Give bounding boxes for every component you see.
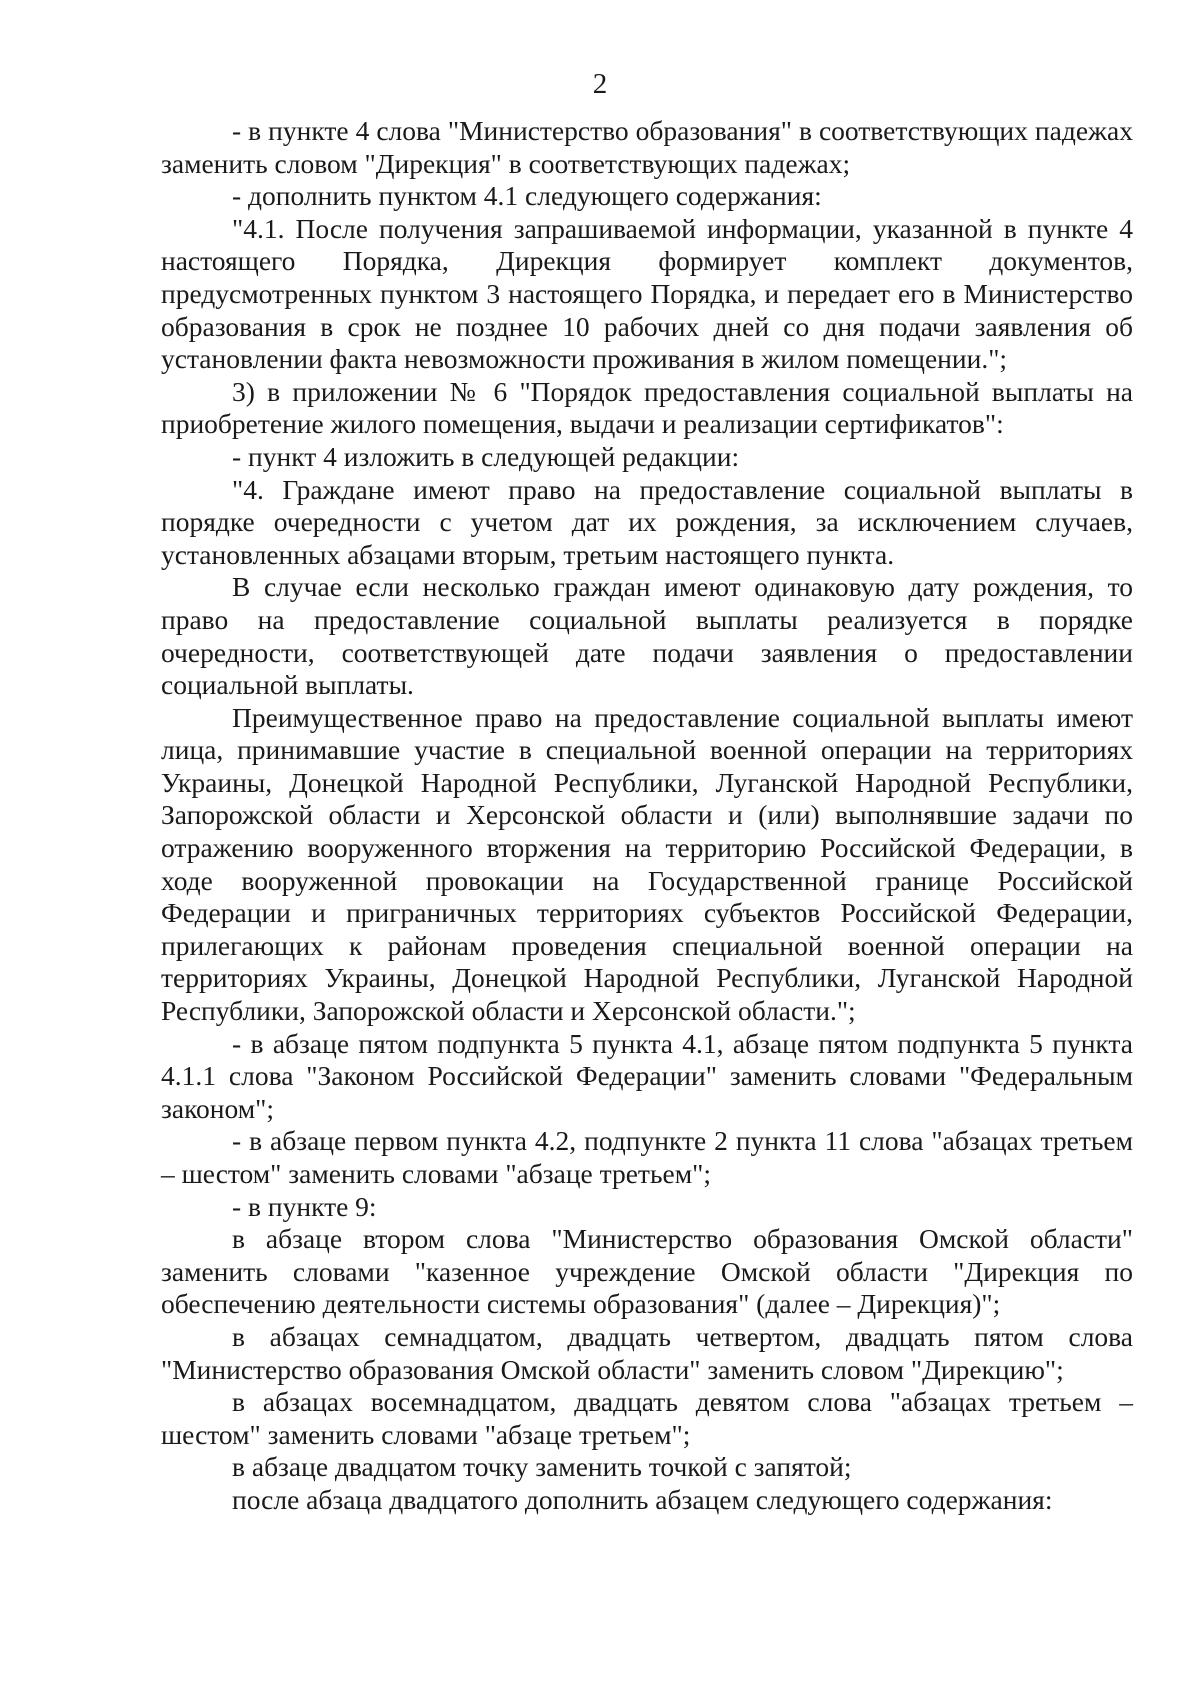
- paragraph: в абзаце втором слова "Министерство образования Омской области" заменить словами "казенное учреждение Омской области "Дирекция по обеспечению деятельности системы образования" (далее – Дирекция)";: [161, 1223, 1133, 1320]
- document-body: [161, 115, 1133, 1517]
- paragraph: - в абзаце первом пункта 4.2, подпункте 2 пункта 11 слова "абзацах третьем – шестом" заменить словами "абзаце третьем";: [161, 1125, 1133, 1189]
- paragraph: - в абзаце пятом подпункта 5 пункта 4.1, абзаце пятом подпункта 5 пункта 4.1.1 слова "Законом Российской Федерации" заменить словами "Федеральным законом";: [161, 1027, 1133, 1124]
- paragraph: после абзаца двадцатого дополнить абзацем следующего содержания:: [232, 1483, 1053, 1515]
- paragraph: "4. Граждане имеют право на предоставление социальной выплаты в порядке очередности с учетом дат их рождения, за исключением случаев, установленных абзацами вторым, третьим настоящего пункта.: [161, 473, 1133, 570]
- paragraph: В случае если несколько граждан имеют одинаковую дату рождения, то право на предоставление социальной выплаты реализуется в порядке очередности, соответствующей дате подачи заявления о предоставлении социальной выплаты.: [161, 571, 1133, 701]
- paragraph: в абзаце двадцатом точку заменить точкой с запятой;: [232, 1451, 852, 1483]
- paragraph: - в пункте 9:: [232, 1190, 377, 1222]
- paragraph: в абзацах восемнадцатом, двадцать девятом слова "абзацах третьем – шестом" заменить словами "абзаце третьем";: [161, 1386, 1133, 1450]
- paragraph: в абзацах семнадцатом, двадцать четвертом, двадцать пятом слова "Министерство образования Омской области" заменить словом "Дирекцию";: [161, 1320, 1133, 1385]
- paragraph: - дополнить пунктом 4.1 следующего содержания:: [232, 180, 822, 212]
- page-number: 2: [592, 68, 608, 100]
- paragraph: Преимущественное право на предоставление социальной выплаты имеют лица, принимавшие участие в специальной военной операции на территориях Украины, Донецкой Народной Республики, Луганской Народной Республики, Запорожской области и Херсонской области и (или) выполнявшие задачи по отражению вооруженного вторжения на территорию Российской Федерации, в ходе вооруженной провокации на Государственной границе Российской Федерации и приграничных территориях субъектов Российской Федерации, прилегающих к районам проведения специальной военной операции на территориях Украины, Донецкой Народной Республики, Луганской Народной Республики, Запорожской области и Херсонской области.";: [161, 701, 1133, 1027]
- paragraph: 3) в приложении № 6 "Порядок предоставления социальной выплаты на приобретение жилого помещения, выдачи и реализации сертификатов":: [161, 375, 1133, 440]
- paragraph: "4.1. После получения запрашиваемой информации, указанной в пункте 4 настоящего Порядка, Дирекция формирует комплект документов, предусмотренных пунктом 3 настоящего Порядка, и передает его в Министерство образования в срок не позднее 10 рабочих дней со дня подачи заявления об установлении факта невозможности проживания в жилом помещении.";: [161, 212, 1133, 375]
- paragraph: - пункт 4 изложить в следующей редакции:: [232, 440, 740, 472]
- paragraph: - в пункте 4 слова "Министерство образования" в соответствующих падежах заменить словом "Дирекция" в соответствующих падежах;: [161, 115, 1133, 179]
